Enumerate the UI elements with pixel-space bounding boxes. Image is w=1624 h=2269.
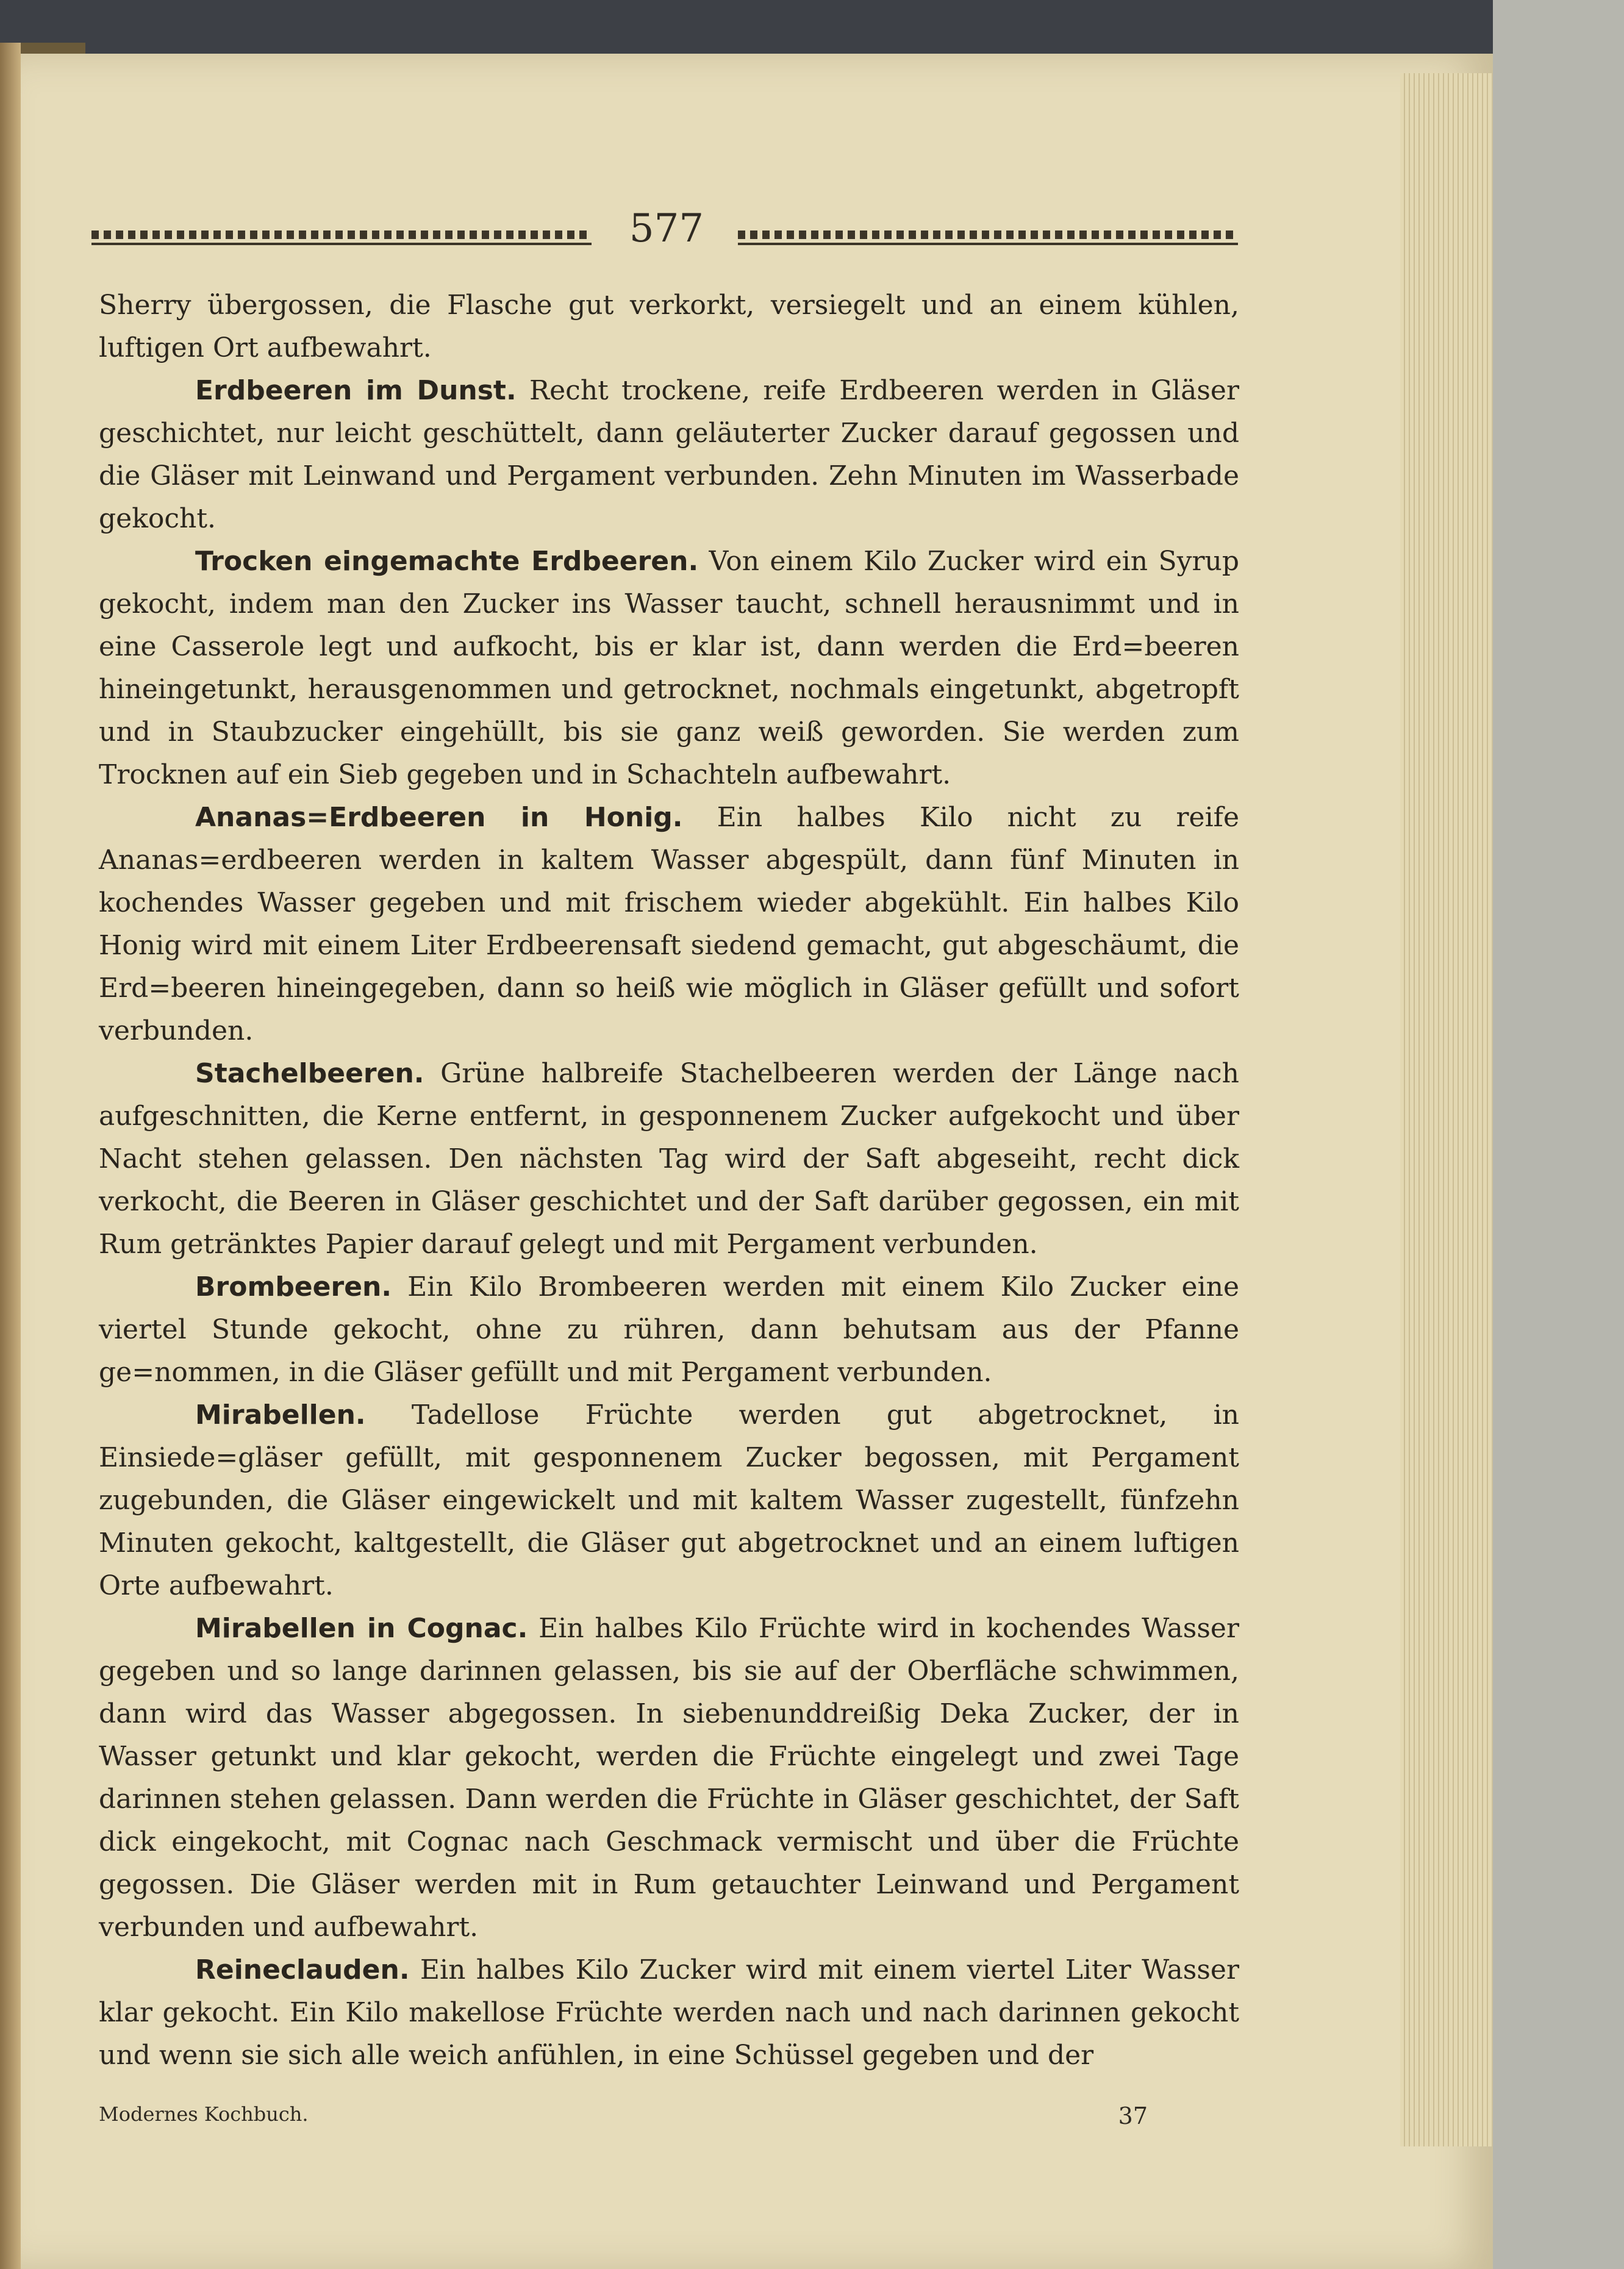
paragraph-text: Ein Kilo Brombeeren werden mit einem Kilo Zucker eine viertel Stunde gekocht, ohne zu rühren, dann behutsam aus der Pfanne ge=nommen, in die Gläser gefüllt und mit Pergament verbunden. [99,1271,1239,1388]
recipe-title: Stachelbeeren. [195,1058,424,1089]
paragraph-text: Sherry übergossen, die Flasche gut verkorkt, versiegelt und an einem kühlen, luftigen Ort aufbewahrt. [99,290,1239,363]
page-number: 577 [629,206,704,251]
paragraph [99,1266,1239,1394]
page-footer [99,2103,1148,2139]
paragraph-text: Recht trockene, reife Erdbeeren werden in Gläser geschichtet, nur leicht geschüttelt, dann geläuterter Zucker darauf gegossen und die Gläser mit Leinwand und Pergament verbunden. Zehn Minuten im Wasserbade gekocht. [99,375,1239,534]
paragraph [99,540,1239,796]
paragraph-text: Ein halbes Kilo Zucker wird mit einem viertel Liter Wasser klar gekocht. Ein Kilo makellose Früchte werden nach und nach darinnen gekocht und wenn sie sich alle weich anfühlen, in eine Schüssel gegeben und der [99,1954,1239,2071]
page-header [91,206,1250,261]
recipe-title: Mirabellen. [195,1399,366,1431]
footer-signature: 37 [1118,2103,1148,2129]
page-edges [1400,73,1492,2146]
recipe-title: Reineclauden. [195,1954,410,1985]
recipe-title: Trocken eingemachte Erdbeeren. [195,546,699,577]
paragraph-text: Grüne halbreife Stachelbeeren werden der Länge nach aufgeschnitten, die Kerne entfernt, in gesponnenem Zucker aufgekocht und über Nacht stehen gelassen. Den nächsten Tag wird der Saft abgeseiht, recht dick verkocht, die Beeren in Gläser geschichtet und der Saft darüber gegossen, ein mit Rum getränktes Papier darauf gelegt und mit Pergament verbunden. [99,1058,1239,1260]
ornament-rule-left [91,230,592,239]
recipe-title: Erdbeeren im Dunst. [195,375,517,406]
book-cover [1493,0,1624,2269]
paragraph [99,1394,1239,1607]
recipe-text [99,284,1239,2077]
paragraph [99,796,1239,1052]
paragraph-text: Von einem Kilo Zucker wird ein Syrup gekocht, indem man den Zucker ins Wasser taucht, schnell herausnimmt und in eine Casserole legt und aufkocht, bis er klar ist, dann werden die Erd=beeren hineingetunkt, herausgenommen und getrocknet, nochmals eingetunkt, abgetropft und in Staubzucker eingehüllt, bis sie ganz weiß geworden. Sie werden zum Trocknen auf ein Sieb gegeben und in Schachteln aufbewahrt. [99,546,1239,790]
paragraph [99,284,1239,370]
paragraph [99,1052,1239,1266]
footer-book-title: Modernes Kochbuch. [99,2103,309,2126]
recipe-title: Brombeeren. [195,1271,392,1302]
facing-page [0,43,21,2269]
ornament-rule-right [738,230,1238,239]
recipe-title: Mirabellen in Cognac. [195,1613,528,1644]
paragraph-text: Tadellose Früchte werden gut abgetrocknet, in Einsiede=gläser gefüllt, mit gesponnenem Zucker begossen, mit Pergament zugebunden, die Gläser eingewickelt und mit kaltem Wasser zugestellt, fünfzehn Minuten gekocht, kaltgestellt, die Gläser gut abgetrocknet und an einem luftigen Orte aufbewahrt. [99,1399,1239,1601]
paragraph-text: Ein halbes Kilo nicht zu reife Ananas=erdbeeren werden in kaltem Wasser abgespült, dann fünf Minuten in kochendes Wasser gegeben und mit frischem wieder abgekühlt. Ein halbes Kilo Honig wird mit einem Liter Erdbeerensaft siedend gemacht, gut abgeschäumt, die Erd=beeren hineingegeben, dann so heiß wie möglich in Gläser gefüllt und sofort verbunden. [99,802,1239,1046]
paragraph [99,1949,1239,2077]
recipe-title: Ananas=Erdbeeren in Honig. [195,802,683,833]
paragraph [99,370,1239,540]
paragraph-text: Ein halbes Kilo Früchte wird in kochendes Wasser gegeben und so lange darinnen gelassen, bis sie auf der Oberfläche schwimmen, dann wird das Wasser abgegossen. In siebenunddreißig Deka Zucker, der in Wasser getunkt und klar gekocht, werden die Früchte eingelegt und zwei Tage darinnen stehen gelassen. Dann werden die Früchte in Gläser geschichtet, der Saft dick eingekocht, mit Cognac nach Geschmack vermischt und über die Früchte gegossen. Die Gläser werden mit in Rum getauchter Leinwand und Pergament verbunden und aufbewahrt. [99,1613,1239,1943]
paragraph [99,1607,1239,1949]
